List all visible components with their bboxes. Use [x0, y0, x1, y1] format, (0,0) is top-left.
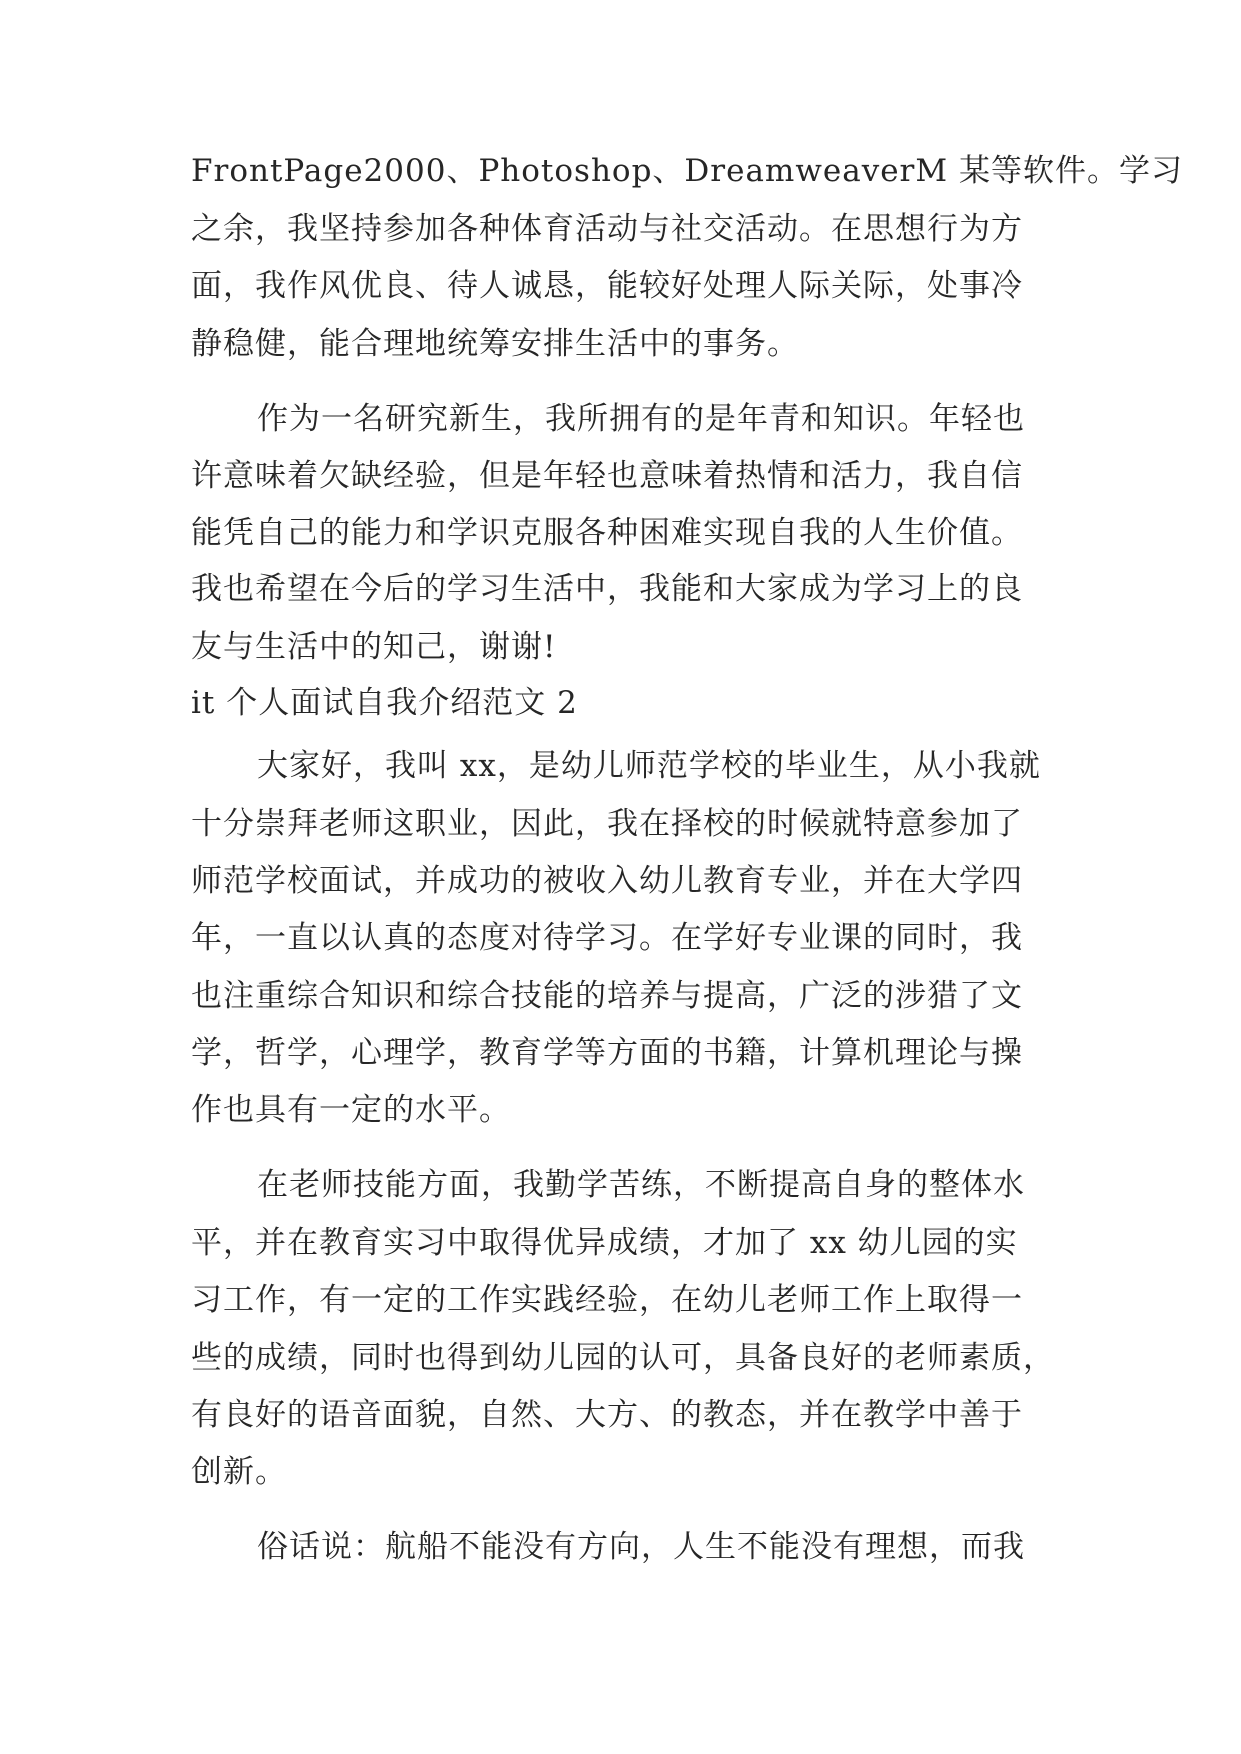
text-line: 在老师技能方面，我勤学苦练，不断提高自身的整体水 — [257, 1167, 1025, 1203]
text-line: 十分崇拜老师这职业，因此，我在择校的时候就特意参加了 — [191, 806, 1023, 842]
text-line: 有良好的语音面貌，自然、大方、的教态，并在教学中善于 — [191, 1397, 1023, 1433]
text-line: 师范学校面试，并成功的被收入幼儿教育专业，并在大学四 — [191, 863, 1023, 899]
section-heading: it 个人面试自我介绍范文 2 — [191, 685, 578, 721]
text-line: 许意味着欠缺经验，但是年轻也意味着热情和活力，我自信 — [191, 458, 1023, 494]
text-line: 些的成绩，同时也得到幼儿园的认可，具备良好的老师素质， — [191, 1340, 1055, 1376]
text-line: 我也希望在今后的学习生活中，我能和大家成为学习上的良 — [191, 571, 1023, 607]
text-line: 友与生活中的知己，谢谢! — [191, 629, 557, 665]
text-line: 静稳健，能合理地统筹安排生活中的事务。 — [191, 326, 799, 362]
text-line: 平，并在教育实习中取得优异成绩，才加了 xx 幼儿园的实 — [191, 1225, 1018, 1261]
text-line: 也注重综合知识和综合技能的培养与提高，广泛的涉猎了文 — [191, 978, 1023, 1014]
text-line: 创新。 — [191, 1454, 287, 1490]
text-line: 年，一直以认真的态度对待学习。在学好专业课的同时，我 — [191, 920, 1023, 956]
text-line: 作为一名研究新生，我所拥有的是年青和知识。年轻也 — [257, 401, 1025, 437]
text-line: 学，哲学，心理学，教育学等方面的书籍，计算机理论与操 — [191, 1035, 1023, 1071]
text-line: 俗话说：航船不能没有方向，人生不能没有理想，而我 — [257, 1529, 1025, 1565]
text-line: 面，我作风优良、待人诚恳，能较好处理人际关际，处事冷 — [191, 268, 1023, 304]
text-line: 大家好，我叫 xx，是幼儿师范学校的毕业生，从小我就 — [257, 748, 1041, 784]
text-line: 习工作，有一定的工作实践经验，在幼儿老师工作上取得一 — [191, 1282, 1023, 1318]
text-line: 之余，我坚持参加各种体育活动与社交活动。在思想行为方 — [191, 211, 1023, 247]
text-line: 作也具有一定的水平。 — [191, 1092, 511, 1128]
text-line: FrontPage2000、Photoshop、DreamweaverM 某等软件。学习 — [191, 153, 1183, 189]
text-line: 能凭自己的能力和学识克服各种困难实现自我的人生价值。 — [191, 515, 1023, 551]
